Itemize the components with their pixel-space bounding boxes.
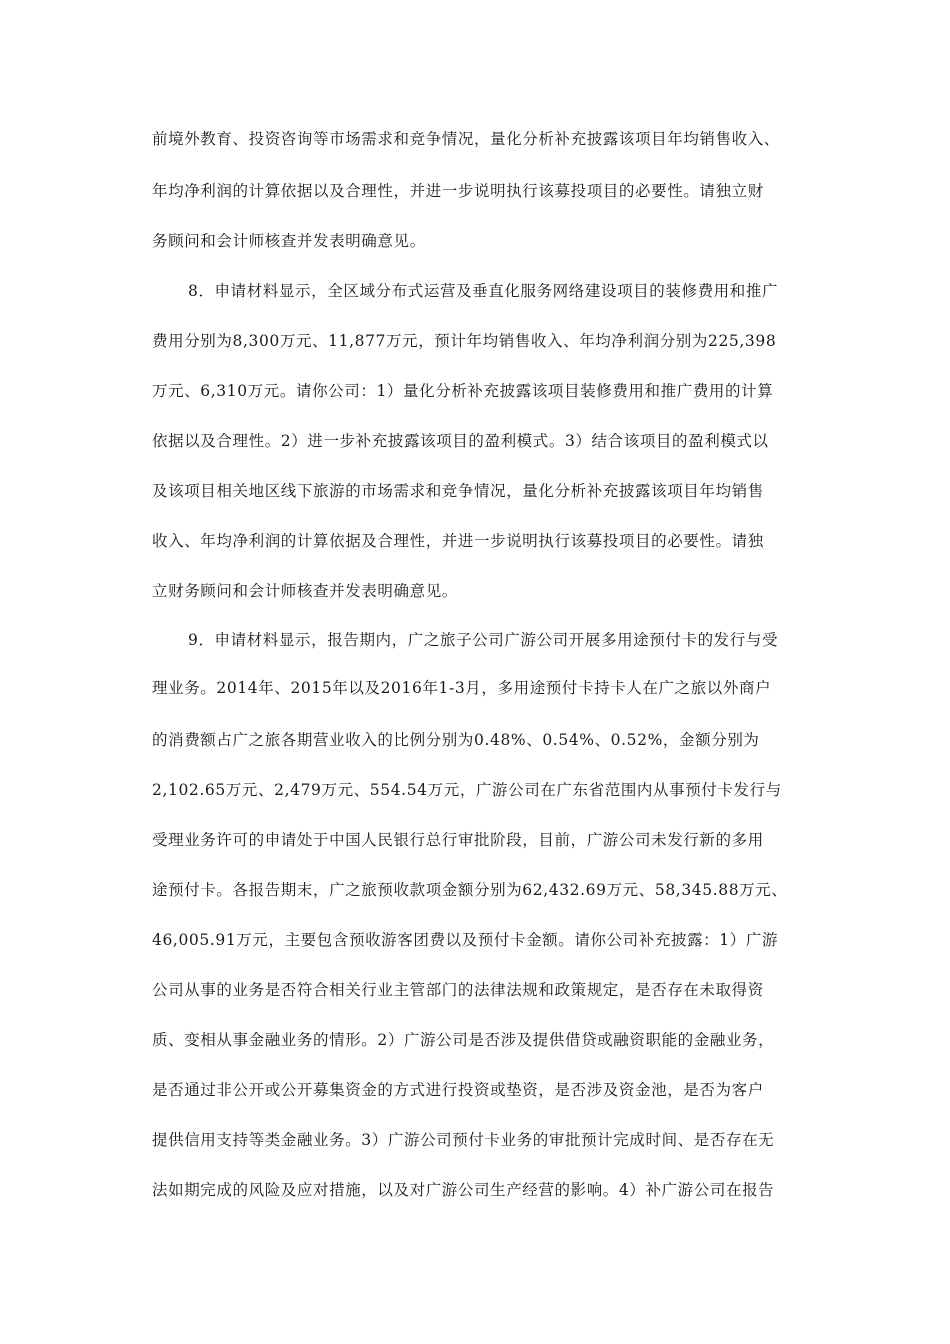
body-text-line: 的消费额占广之旅各期营业收入的比例分别为0.48%、0.54%、0.52%，金额分别为	[152, 731, 760, 749]
body-text-line: 公司从事的业务是否符合相关行业主管部门的法律法规和政策规定，是否存在未取得资	[152, 981, 764, 999]
paragraph-8-start: 8．申请材料显示，全区域分布式运营及垂直化服务网络建设项目的装修费用和推广	[188, 282, 779, 300]
body-text-line: 年均净利润的计算依据以及合理性，并进一步说明执行该募投项目的必要性。请独立财	[152, 182, 764, 200]
body-text-line: 务顾问和会计师核查并发表明确意见。	[152, 232, 426, 250]
body-text-line: 是否通过非公开或公开募集资金的方式进行投资或垫资，是否涉及资金池，是否为客户	[152, 1081, 764, 1099]
body-text-line: 受理业务许可的申请处于中国人民银行总行审批阶段，目前，广游公司未发行新的多用	[152, 831, 764, 849]
body-text-line: 46,005.91万元，主要包含预收游客团费以及预付卡金额。请你公司补充披露：1）广游	[152, 931, 779, 949]
body-text-line: 理业务。2014年、2015年以及2016年1-3月，多用途预付卡持卡人在广之旅以外商户	[152, 679, 772, 697]
body-text-line: 途预付卡。各报告期末，广之旅预收款项金额分别为62,432.69万元、58,345.88万元、	[152, 881, 788, 899]
body-text-line: 及该项目相关地区线下旅游的市场需求和竞争情况，量化分析补充披露该项目年均销售	[152, 482, 764, 500]
body-text-line: 费用分别为8,300万元、11,877万元，预计年均销售收入、年均净利润分别为225,398	[152, 332, 777, 350]
body-text-line: 提供信用支持等类金融业务。3）广游公司预付卡业务的审批预计完成时间、是否存在无	[152, 1131, 775, 1149]
body-text-line: 依据以及合理性。2）进一步补充披露该项目的盈利模式。3）结合该项目的盈利模式以	[152, 432, 769, 450]
body-text-line: 法如期完成的风险及应对措施，以及对广游公司生产经营的影响。4）补广游公司在报告	[152, 1181, 775, 1199]
body-text-line: 收入、年均净利润的计算依据及合理性，并进一步说明执行该募投项目的必要性。请独	[152, 532, 764, 550]
body-text-line: 2,102.65万元、2,479万元、554.54万元，广游公司在广东省范围内从事预付卡发行与	[152, 781, 782, 799]
body-text-line: 前境外教育、投资咨询等市场需求和竞争情况，量化分析补充披露该项目年均销售收入、	[152, 130, 780, 148]
body-text-line: 质、变相从事金融业务的情形。2）广游公司是否涉及提供借贷或融资职能的金融业务，	[152, 1031, 775, 1049]
body-text-line: 万元、6,310万元。请你公司：1）量化分析补充披露该项目装修费用和推广费用的计算	[152, 382, 774, 400]
paragraph-9-start: 9．申请材料显示，报告期内，广之旅子公司广游公司开展多用途预付卡的发行与受	[188, 631, 779, 649]
body-text-line: 立财务顾问和会计师核查并发表明确意见。	[152, 582, 458, 600]
